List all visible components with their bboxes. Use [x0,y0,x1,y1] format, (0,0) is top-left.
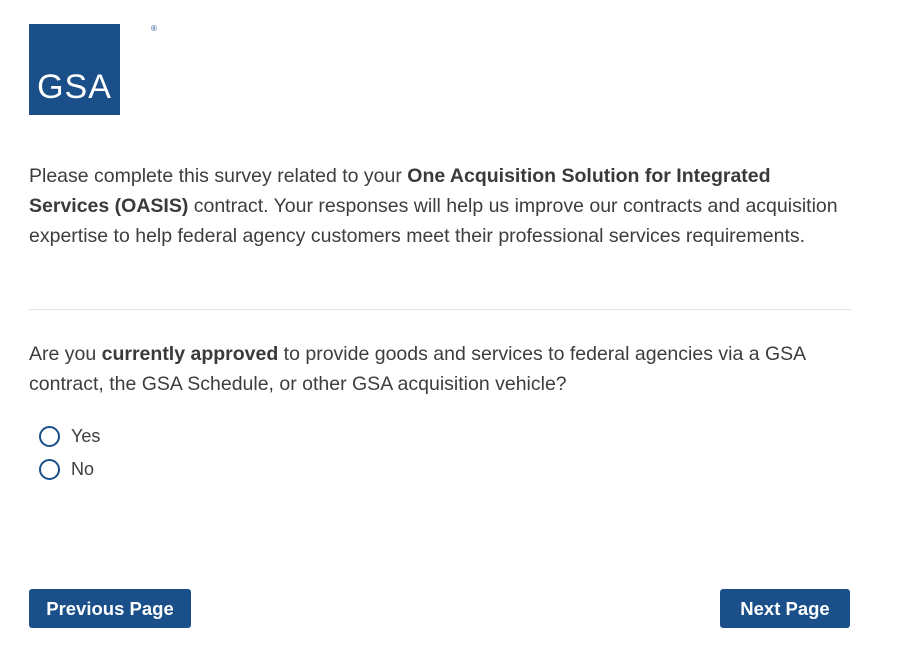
intro-text-end: contract. Your responses will help us improve our contracts and acquisition expertise to help federal agency customers meet their professional services requirements. [29,195,838,247]
radio-button-no[interactable] [39,459,60,480]
intro-contract-name: One Acquisition Solution for Integrated Services (OASIS) [29,165,771,217]
next-page-button[interactable]: Next Page [720,589,850,628]
question-text-end: to provide goods and services to federal agencies via a GSA contract, the GSA Schedule, or other GSA acquisition vehicle? [29,343,806,395]
option-yes[interactable] [39,420,100,453]
gsa-logo-container [29,24,157,115]
gsa-logo-text: GSA [37,68,112,106]
option-yes-label[interactable]: Yes [71,426,101,446]
option-no[interactable] [39,453,100,486]
section-divider [29,309,851,310]
option-no-label[interactable]: No [71,459,95,479]
question-text-start: Are you [29,343,102,365]
gsa-logo [29,24,120,115]
registered-mark: ® [151,24,157,33]
question-emphasis: currently approved [101,343,279,365]
radio-button-yes[interactable] [39,426,60,447]
intro-text-start: Please complete this survey related to your [29,165,408,187]
previous-page-button[interactable]: Previous Page [29,589,191,628]
question-text [29,339,859,399]
survey-intro [29,161,849,251]
radio-group [39,420,100,486]
